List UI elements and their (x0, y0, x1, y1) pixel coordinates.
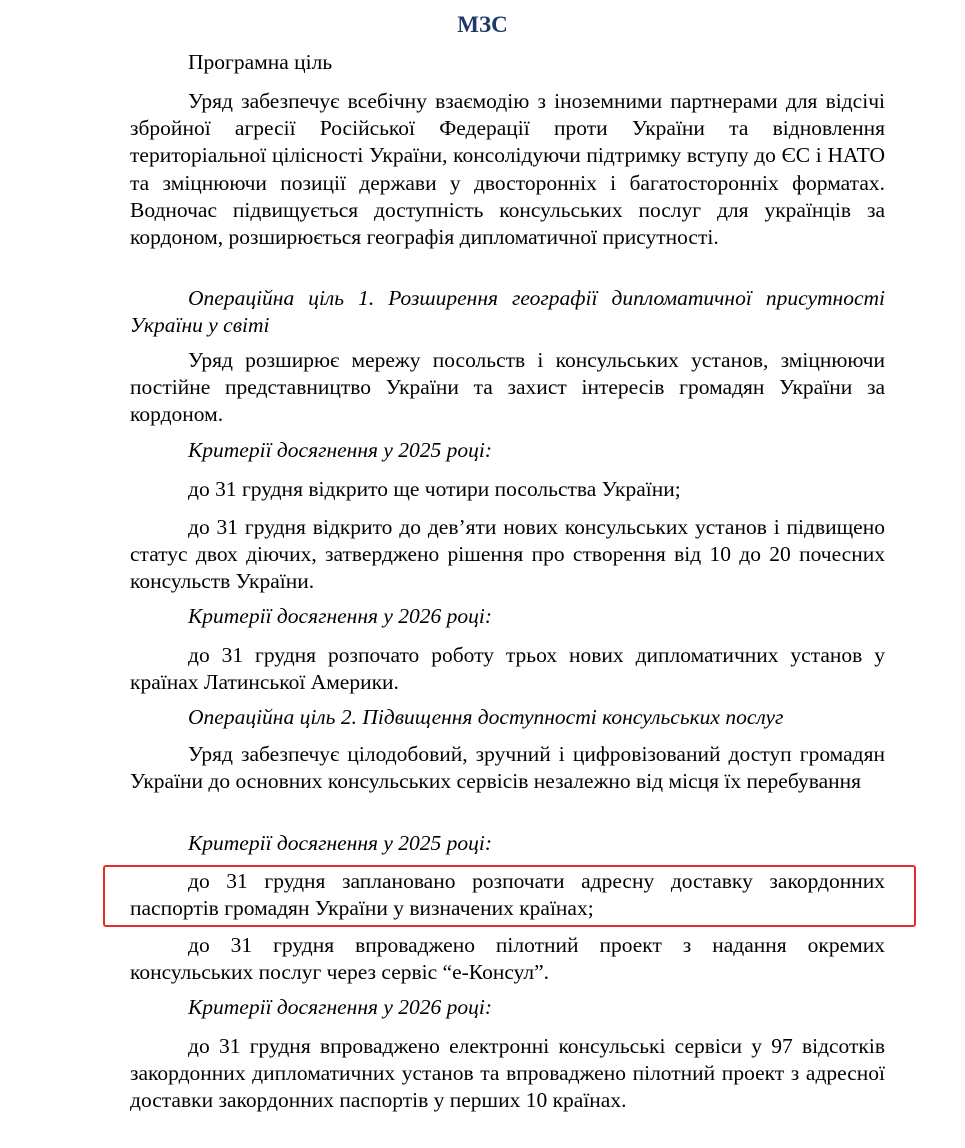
program-goal-text: Уряд забезпечує всебічну взаємодію з іноземними партнерами для відсічі збройної агресії Російської Федерації проти України та відновлення територіальної цілісності України, консолідуючи підтримку вступу до ЄС і НАТО та зміцнюючи позиції держави у двосторонніх і багатосторонніх форматах. Водночас підвищується доступність консульських послуг для українців за кордоном, розширюється географія дипломатичної присутності. (130, 89, 885, 250)
criterion-passport-delivery-2025: до 31 грудня заплановано розпочати адресну доставку закордонних паспортів громадян України у визначених країнах; (130, 869, 885, 921)
criteria-2025-heading-1: Критерії досягнення у 2025 році: (188, 438, 493, 462)
criterion-e-consul-2025: до 31 грудня впроваджено пілотний проект з надання окремих консульських послуг через сервіс “е-Консул”. (130, 933, 885, 985)
program-goal-heading: Програмна ціль (188, 50, 333, 74)
operational-goal-2-heading: Операційна ціль 2. Підвищення доступності консульських послуг (188, 705, 784, 729)
criterion-electronic-services-2026: до 31 грудня впроваджено електронні консульські сервіси у 97 відсотків закордонних дипломатичних установ та впроваджено пілотний проект з адресної доставки закордонних паспортів у перших 10 країнах. (130, 1034, 885, 1113)
criteria-2026-heading-2: Критерії досягнення у 2026 році: (188, 995, 493, 1019)
operational-goal-2-text: Уряд забезпечує цілодобовий, зручний і цифровізований доступ громадян України до основних консульських сервісів незалежно від місця їх перебування (130, 742, 885, 794)
criterion-embassies-2025: до 31 грудня відкрито ще чотири посольства України; (188, 477, 681, 501)
criterion-consulates-2025: до 31 грудня відкрито до дев’яти нових консульських установ і підвищено статус двох діючих, затверджено рішення про створення від 10 до 20 почесних консульств України. (130, 515, 885, 594)
criterion-latin-america-2026: до 31 грудня розпочато роботу трьох нових дипломатичних установ у країнах Латинської Америки. (130, 643, 885, 695)
operational-goal-1-text: Уряд розширює мережу посольств і консульських установ, зміцнюючи постійне представництво України та захист інтересів громадян України за кордоном. (130, 348, 885, 427)
criteria-2025-heading-2: Критерії досягнення у 2025 році: (188, 831, 493, 855)
operational-goal-1-heading: Операційна ціль 1. Розширення географії дипломатичної присутності України у світі (130, 286, 885, 338)
page-title: МЗС (457, 12, 508, 37)
criteria-2026-heading-1: Критерії досягнення у 2026 році: (188, 604, 493, 628)
highlight-box (103, 865, 916, 927)
